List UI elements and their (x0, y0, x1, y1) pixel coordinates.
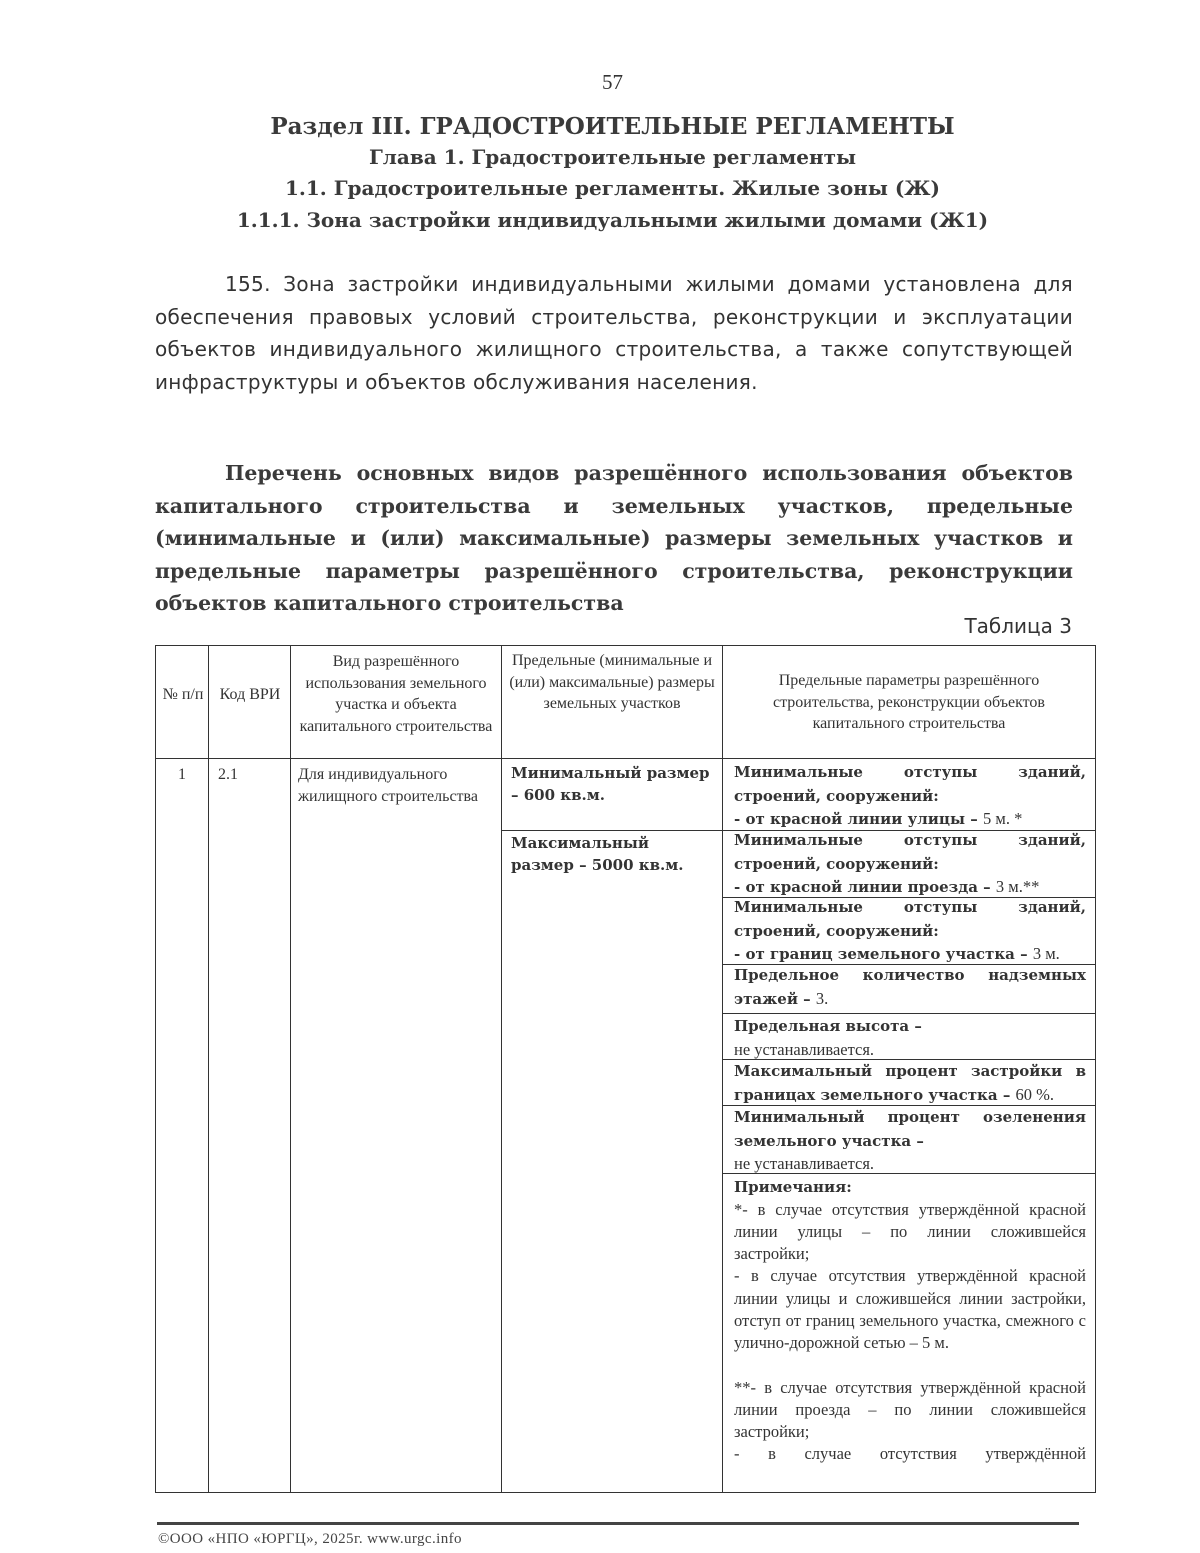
notes-title: Примечания: (734, 1178, 852, 1196)
header-sizes: Предельные (минимальные и (или) максимальные) размеры земельных участков (509, 652, 715, 712)
list-title: Перечень основных видов разрешённого использования объектов капитального строительства и земельных участков, предельные (минимальные и (или) максимальные) размеры земельных участков и предельные параметры разрешённого строительства, реконструкции объектов капитального строительства (155, 461, 1073, 615)
row-size-max: Максимальный размер – 5000 кв.м. (511, 834, 684, 874)
notes-block (734, 1176, 1086, 1466)
regulations-table (155, 645, 1096, 1493)
row-code: 2.1 (218, 766, 238, 783)
table-col-divider (722, 646, 723, 1492)
table-row-divider (501, 830, 722, 831)
table-row-divider (722, 1013, 1095, 1014)
header-params: Предельные параметры разрешённого строительства, реконструкции объектов капитального строительства (773, 672, 1045, 732)
row-size-min: Минимальный размер – 600 кв.м. (511, 764, 710, 804)
row-num: 1 (178, 766, 186, 783)
headings (150, 112, 1075, 237)
chapter-heading: Глава 1. Градостроительные регламенты (368, 145, 857, 169)
footer-divider (157, 1522, 1079, 1525)
zone-heading: 1.1.1. Зона застройки индивидуальными жилыми домами (Ж1) (236, 208, 989, 232)
header-code: Код ВРИ (219, 686, 281, 703)
table-header-divider (156, 758, 1095, 759)
param-floors: Предельное количество надземных этажей – 3. (734, 966, 1086, 1008)
note-2: - в случае отсутствия утверждённой красной линии улицы и сложившейся линии застройки, отступ от границ земельного участка, смежного с улично-дорожной сетью – 5 м. (734, 1266, 1086, 1353)
note-4: - в случае отсутствия утверждённой (734, 1444, 1086, 1464)
param-build-percent: Максимальный процент застройки в границах земельного участка – 60 %. (734, 1062, 1086, 1104)
subsection-heading: 1.1. Градостроительные регламенты. Жилые зоны (Ж) (285, 176, 940, 200)
table-col-divider (501, 646, 502, 1492)
table-col-divider (290, 646, 291, 1492)
paragraph-155: 155. Зона застройки индивидуальными жилыми домами установлена для обеспечения правовых условий строительства, реконструкции и эксплуатации объектов индивидуального жилищного строительства, а также сопутствующей инфраструктуры и объектов обслуживания населения. (155, 272, 1073, 394)
note-1: *- в случае отсутствия утверждённой красной линии улицы – по линии сложившейся застройки; (734, 1199, 1086, 1264)
header-use: Вид разрешённого использования земельного участка и объекта капитального строительства (299, 653, 493, 735)
header-num: № п/п (162, 686, 204, 703)
section-heading: Раздел III. ГРАДОСТРОИТЕЛЬНЫЕ РЕГЛАМЕНТЫ (270, 113, 955, 140)
param-height: Предельная высота – не устанавливается. (734, 1017, 922, 1059)
row-use: Для индивидуального жилищного строительства (298, 766, 478, 805)
table-col-divider (208, 646, 209, 1492)
param-setback-passage: Минимальные отступы зданий, строений, сооружений: - от красной линии проезда – 3 м.** (734, 831, 1086, 896)
param-setback-boundary: Минимальные отступы зданий, строений, сооружений: - от границ земельного участка – 3 м. (734, 898, 1086, 963)
page-number: 57 (602, 70, 623, 94)
param-greening-percent: Минимальный процент озеленения земельного участка – не устанавливается. (734, 1108, 1086, 1173)
note-3: **- в случае отсутствия утверждённой красной линии проезда – по линии сложившейся застройки; (734, 1377, 1086, 1442)
param-setback-street: Минимальные отступы зданий, строений, сооружений: - от красной линии улицы – 5 м. * (734, 763, 1086, 828)
table-caption: Таблица 3 (964, 614, 1072, 638)
footer-copyright: ©ООО «НПО «ЮРГЦ», 2025г. www.urgc.info (158, 1531, 462, 1547)
